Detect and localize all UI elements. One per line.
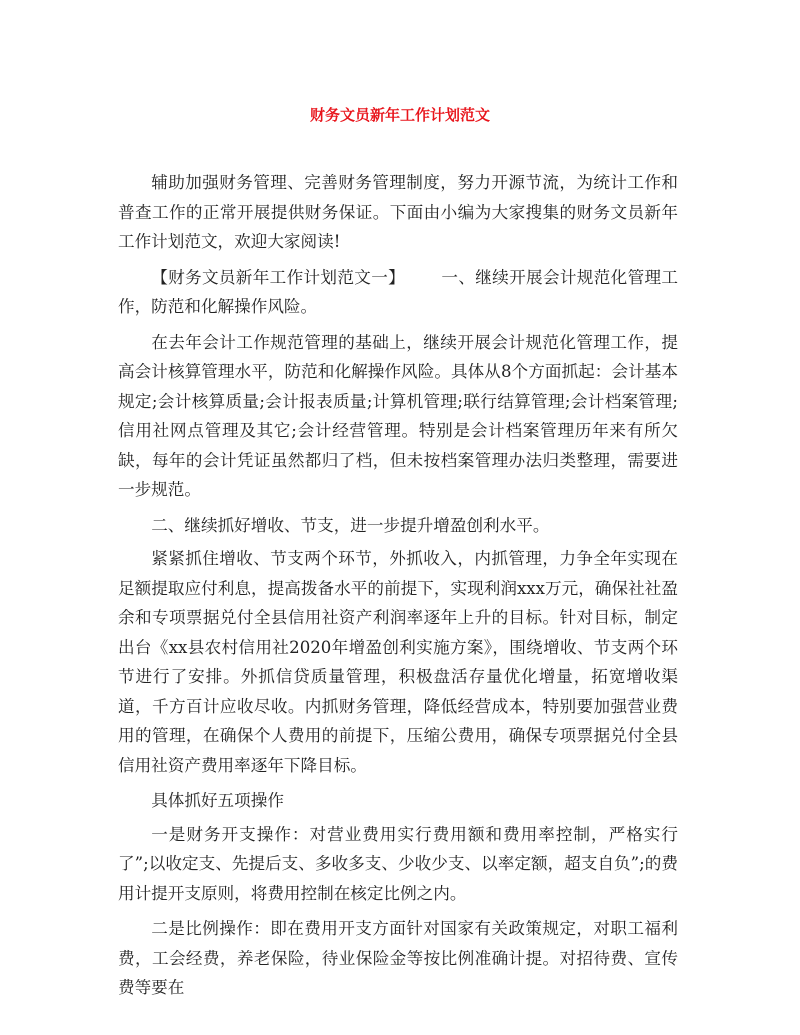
operation-two-paragraph: 二是比例操作：即在费用开支方面针对国家有关政策规定，对职工福利费，工会经费，养老保险，待业保险金等按比例准确计提。对招待费、宣传费等要在: [118, 919, 678, 997]
section-title: 【财务文员新年工作计划范文一】: [151, 267, 406, 287]
document-title: 财务文员新年工作计划范文: [309, 106, 490, 124]
five-operations-heading: 具体抓好五项操作: [151, 791, 284, 810]
intro-paragraph: 辅助加强财务管理、完善财务管理制度，努力开源节流，为统计工作和普查工作的正常开展提供财务保证。下面由小编为大家搜集的财务文员新年工作计划范文，欢迎大家阅读!: [118, 173, 678, 251]
document-body: [118, 168, 678, 1003]
item-one-paragraph: 在去年会计工作规范管理的基础上，继续开展会计规范化管理工作，提高会计核算管理水平，防范和化解操作风险。具体从8个方面抓起：会计基本规定;会计核算质量;会计报表质量;计算机管理;联行结算管理;会计档案管理;信用社网点管理及其它;会计经营管理。特别是会计档案管理历年来有所欠缺，每年的会计凭证虽然都归了档，但未按档案管理办法归类整理，需要进一步规范。: [118, 332, 678, 499]
item-two-paragraph: 紧紧抓住增收、节支两个环节，外抓收入，内抓管理，力争全年实现在足额提取应付利息，提高拨备水平的前提下，实现利润xxx万元，确保社社盈余和专项票据兑付全县信用社资产利润率逐年上升的目标。针对目标，制定出台《xx县农村信用社2020年增盈创利实施方案》，围绕增收、节支两个环节进行了安排。外抓信贷质量管理，积极盘活存量优化增量，拓宽增收渠道，千方百计应收尽收。内抓财务管理，降低经营成本，特别要加强营业费用的管理，在确保个人费用的前提下，压缩公费用，确保专项票据兑付全县信用社资产费用率逐年下降目标。: [118, 549, 678, 775]
item-one-heading: 一、继续开展会计规范化管理工作，防范和化解操作风险。: [118, 267, 679, 316]
operation-one-paragraph: 一是财务开支操作：对营业费用实行费用额和费用率控制，严格实行了”;以收定支、先提后支、多收多支、少收少支、以率定额，超支自负”;的费用计提开支原则，将费用控制在核定比例之内。: [118, 824, 678, 903]
section-heading-paragraph: [118, 263, 678, 322]
item-two-heading: 二、继续抓好增收、节支，进一步提升增盈创利水平。: [151, 515, 550, 535]
